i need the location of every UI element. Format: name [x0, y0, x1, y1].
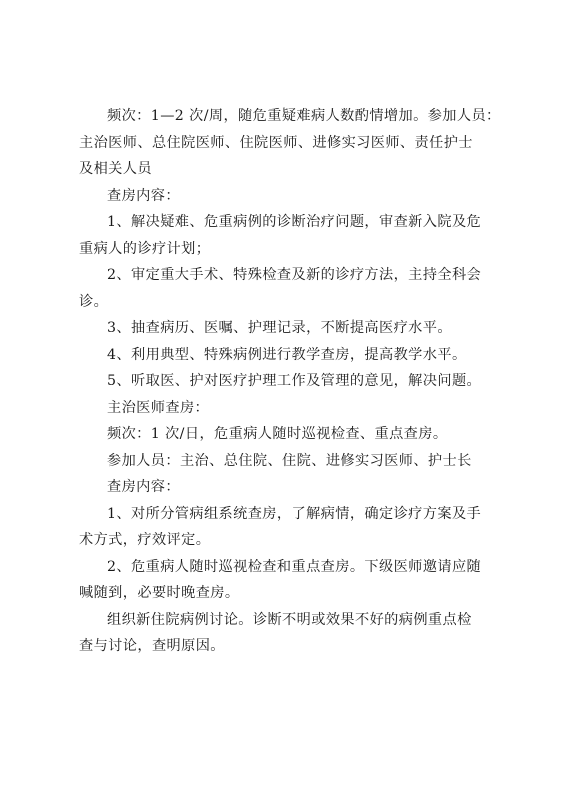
- text-line: 诊。: [79, 293, 109, 310]
- text-line: 查房内容：: [107, 187, 180, 204]
- document-body: [79, 103, 519, 660]
- text-line: 主治医师查房：: [107, 399, 210, 416]
- text-line: 频次：1 次/日，危重病人随时巡视检查、重点查房。: [107, 426, 448, 442]
- text-line: 频次：1—2 次/周，随危重疑难病人数酌情增加。参加人员：: [107, 108, 501, 124]
- text-line: 2、危重病人随时巡视检查和重点查房。下级医师邀请应随: [107, 558, 482, 575]
- text-line: 组织新住院病例讨论。诊断不明或效果不好的病例重点检: [107, 611, 472, 628]
- text-line: 查与讨论，查明原因。: [79, 638, 225, 654]
- text-line: 参加人员：主治、总住院、住院、进修实习医师、护士长: [107, 452, 472, 469]
- text-line: 术方式，疗效评定。: [79, 532, 211, 548]
- text-line: 主治医师、总住院医师、住院医师、进修实习医师、责任护士: [79, 134, 473, 151]
- text-line: 5、听取医、护对医疗护理工作及管理的意见，解决问题。: [107, 373, 482, 389]
- text-line: 1、对所分管病组系统查房，了解病情，确定诊疗方案及手: [107, 505, 482, 522]
- text-line: 1、解决疑难、危重病例的诊断治疗问题，审查新入院及危: [107, 214, 482, 230]
- text-line: 重病人的诊疗计划；: [79, 240, 211, 257]
- text-line: 及相关人员: [79, 161, 152, 177]
- text-line: 4、利用典型、特殊病例进行教学查房，提高教学水平。: [107, 346, 467, 363]
- text-line: 喊随到，必要时晚查房。: [79, 585, 240, 601]
- text-line: 3、抽查病历、医嘱、护理记录，不断提高医疗水平。: [107, 320, 452, 336]
- text-line: 2、审定重大手术、特殊检查及新的诊疗方法，主持全科会: [107, 267, 482, 283]
- text-line: 查房内容：: [107, 479, 180, 495]
